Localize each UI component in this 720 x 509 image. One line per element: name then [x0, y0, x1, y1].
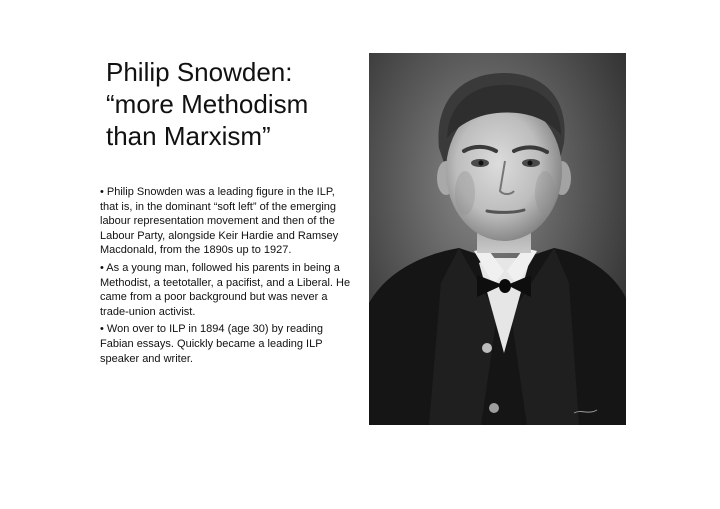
portrait-image: [369, 53, 626, 425]
bullet-item: • Philip Snowden was a leading figure in the ILP, that is, in the dominant “soft left” of the emerging labour representation movement and then of the Labour Party, alongside Keir Hardie and Ramsey Macdonald, from the 1890s up to 1927.: [100, 186, 339, 257]
bullet-item: • Won over to ILP in 1894 (age 30) by reading Fabian essays. Quickly became a leading ILP speaker and writer.: [100, 323, 323, 365]
title-line: “more Methodism: [106, 89, 309, 119]
title-line: than Marxism”: [106, 121, 271, 151]
portrait-photo: [369, 53, 626, 425]
bullet-item: • As a young man, followed his parents in being a Methodist, a teetotaller, a pacifist, and a Liberal. He came from a poor background but was never a trade-union activist.: [100, 261, 351, 318]
bullet-list: [100, 185, 352, 369]
title-line: Philip Snowden:: [106, 57, 293, 87]
slide-title: [106, 56, 356, 152]
